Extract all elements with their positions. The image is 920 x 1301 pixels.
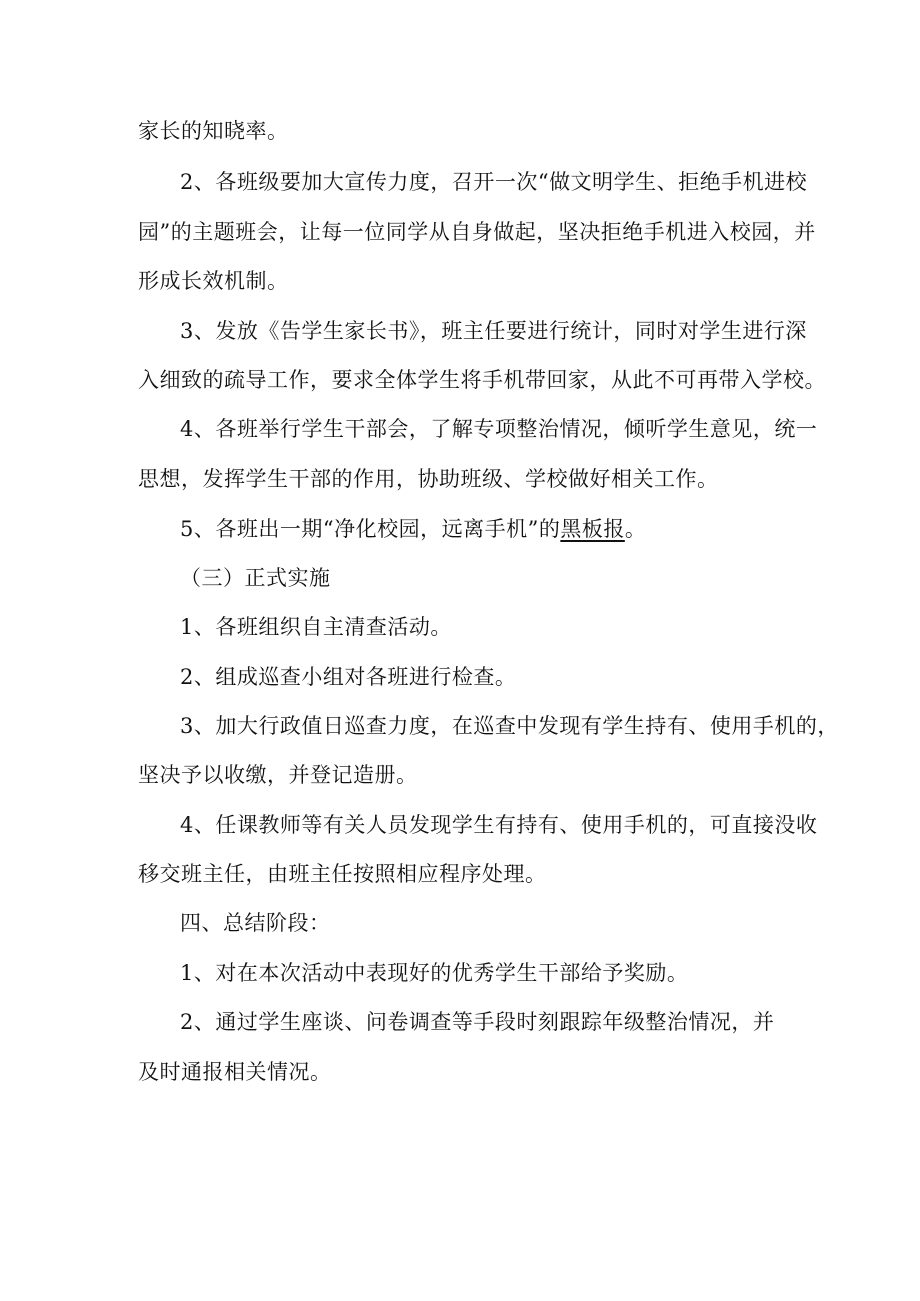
paragraph-line: 3、发放《告学生家长书》，班主任要进行统计，同时对学生进行深: [180, 319, 807, 343]
section-heading: （三）正式实施: [180, 566, 331, 590]
paragraph-line: 移交班主任，由班主任按照相应程序处理。: [138, 862, 547, 886]
paragraph-line: 2、各班级要加大宣传力度，召开一次“做文明学生、拒绝手机进校: [180, 170, 808, 194]
line-end: 。: [624, 517, 647, 541]
paragraph-line: 思想，发挥学生干部的作用，协助班级、学校做好相关工作。: [138, 467, 719, 491]
paragraph-line: 及时通报相关情况。: [138, 1060, 332, 1084]
paragraph-line: 形成长效机制。: [138, 269, 289, 293]
paragraph-line: [180, 515, 646, 543]
paragraph-line: 入细致的疏导工作，要求全体学生将手机带回家，从此不可再带入学校。: [138, 368, 826, 392]
paragraph-line: 4、各班举行学生干部会，了解专项整治情况，倾听学生意见，统一: [180, 417, 818, 441]
section-heading: 四、总结阶段：: [180, 911, 331, 935]
paragraph-line: 家长的知晓率。: [138, 119, 289, 143]
paragraph-line: 坚决予以收缴，并登记造册。: [138, 763, 418, 787]
paragraph-line: 4、任课教师等有关人员发现学生有持有、使用手机的，可直接没收: [180, 813, 818, 837]
paragraph-line: 园”的主题班会，让每一位同学从自身做起，坚决拒绝手机进入校园，并: [138, 220, 816, 244]
paragraph-line: 2、通过学生座谈、问卷调查等手段时刻跟踪年级整治情况，并: [180, 1010, 775, 1034]
paragraph-line: 3、加大行政值日巡查力度，在巡查中发现有学生持有、使用手机的，: [180, 714, 839, 738]
paragraph-line: 2、组成巡查小组对各班进行检查。: [180, 665, 517, 689]
paragraph-line: 1、对在本次活动中表现好的优秀学生干部给予奖励。: [180, 961, 689, 985]
underlined-term: 黑板报: [560, 517, 625, 541]
line-text: 5、各班出一期“净化校园，远离手机”的: [180, 517, 561, 541]
paragraph-line: 1、各班组织自主清查活动。: [180, 615, 452, 639]
